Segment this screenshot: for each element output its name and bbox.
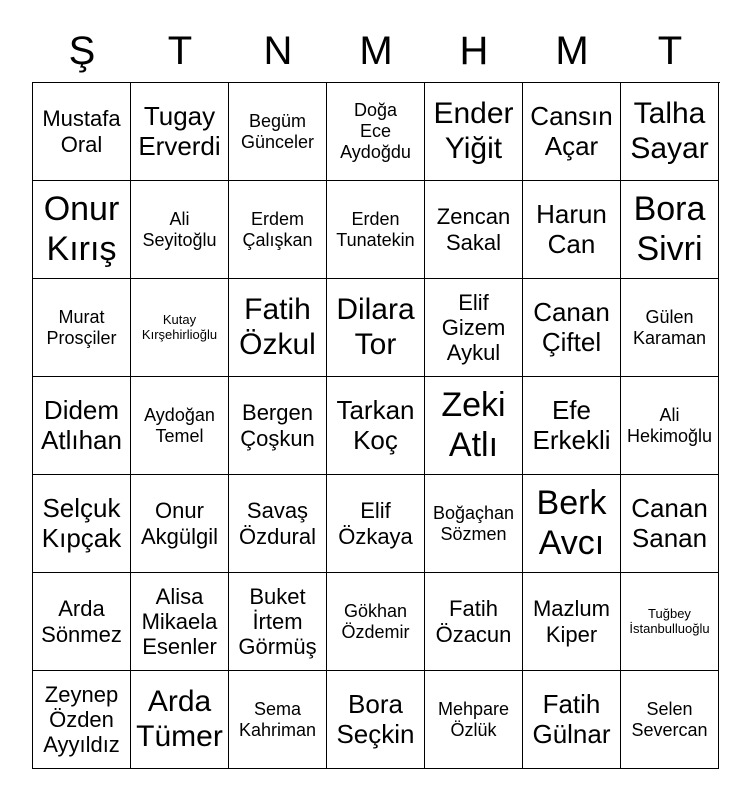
bingo-cell[interactable] [229, 573, 327, 671]
bingo-cell[interactable] [523, 181, 621, 279]
bingo-cell[interactable] [523, 279, 621, 377]
cell-text: Arda Sönmez [41, 596, 122, 647]
cell-text: Bora Seçkin [336, 688, 415, 749]
bingo-cell[interactable] [131, 83, 229, 181]
bingo-header [33, 20, 721, 82]
cell-text: Selen Severcan [631, 698, 708, 740]
cell-text: Efe Erkekli [532, 394, 611, 455]
cell-text: Aydoğan Temel [144, 404, 215, 446]
bingo-cell[interactable] [621, 573, 719, 671]
cell-text: Gökhan Özdemir [341, 600, 410, 642]
cell-text: Ender Yiğit [433, 97, 514, 165]
bingo-cell[interactable] [523, 83, 621, 181]
cell-text: Erden Tunatekin [336, 208, 415, 250]
bingo-cell[interactable] [425, 181, 523, 279]
bingo-cell[interactable] [229, 279, 327, 377]
bingo-cell[interactable] [131, 377, 229, 475]
cell-text: Tarkan Koç [336, 394, 415, 455]
bingo-cell[interactable] [131, 573, 229, 671]
cell-text: Erdem Çalışkan [242, 208, 313, 250]
bingo-cell[interactable] [33, 377, 131, 475]
bingo-cell[interactable] [33, 671, 131, 769]
bingo-cell[interactable] [327, 83, 425, 181]
cell-text: Alisa Mikaela Esenler [141, 583, 218, 660]
bingo-cell[interactable] [621, 83, 719, 181]
bingo-cell[interactable] [425, 671, 523, 769]
bingo-cell[interactable] [425, 377, 523, 475]
cell-text: Harun Can [536, 198, 607, 259]
bingo-cell[interactable] [425, 475, 523, 573]
bingo-cell[interactable] [33, 475, 131, 573]
cell-text: Onur Akgülgil [140, 498, 219, 549]
bingo-cell[interactable] [229, 377, 327, 475]
bingo-cell[interactable] [523, 475, 621, 573]
cell-text: Kutay Kırşehirlioğlu [141, 311, 218, 342]
cell-text: Cansın Açar [530, 100, 613, 161]
cell-text: Ali Seyitoğlu [142, 208, 217, 250]
cell-text: Zeki Atlı [441, 386, 506, 464]
bingo-cell[interactable] [33, 279, 131, 377]
cell-text: Onur Kırış [43, 190, 120, 268]
cell-text: Begüm Günceler [240, 110, 315, 152]
cell-text: Doğa Ece Aydoğdu [340, 100, 411, 162]
cell-text: Mazlum Kiper [532, 596, 610, 647]
bingo-cell[interactable] [327, 279, 425, 377]
bingo-cell[interactable] [327, 671, 425, 769]
bingo-cell[interactable] [621, 475, 719, 573]
bingo-cell[interactable] [131, 181, 229, 279]
cell-text: Berk Avcı [536, 484, 607, 562]
cell-text: Bergen Çoşkun [240, 400, 315, 451]
bingo-cell[interactable] [33, 573, 131, 671]
bingo-cell[interactable] [229, 475, 327, 573]
cell-text: Mehpare Özlük [437, 698, 510, 740]
cell-text: Zeynep Özden Ayyıldız [43, 681, 120, 758]
header-letter-7: T [657, 29, 683, 73]
cell-text: Dilara Tor [336, 293, 415, 361]
bingo-cell[interactable] [131, 671, 229, 769]
bingo-cell[interactable] [425, 573, 523, 671]
bingo-cell[interactable] [131, 475, 229, 573]
cell-text: Buket İrtem Görmüş [238, 583, 317, 660]
header-letter-5: H [459, 29, 489, 73]
bingo-cell[interactable] [229, 671, 327, 769]
cell-text: Talha Sayar [630, 97, 709, 165]
bingo-cell[interactable] [621, 279, 719, 377]
cell-text: Arda Tümer [136, 685, 223, 753]
bingo-cell[interactable] [523, 671, 621, 769]
cell-text: Ali Hekimoğlu [626, 404, 713, 446]
cell-text: Elif Özkaya [338, 498, 413, 549]
cell-text: Elif Gizem Aykul [441, 289, 506, 366]
bingo-cell[interactable] [621, 377, 719, 475]
bingo-cell[interactable] [327, 377, 425, 475]
header-letter-6: M [555, 29, 589, 73]
cell-text: Tuğbey İstanbulluoğlu [629, 605, 710, 636]
bingo-cell[interactable] [425, 279, 523, 377]
header-letter-1: Ş [68, 29, 96, 73]
bingo-cell[interactable] [523, 573, 621, 671]
bingo-cell[interactable] [33, 83, 131, 181]
cell-text: Murat Prosçiler [46, 306, 117, 348]
cell-text: Bora Sivri [633, 190, 706, 268]
cell-text: Canan Çiftel [533, 296, 610, 357]
bingo-card [32, 20, 720, 769]
cell-text: Fatih Özkul [239, 293, 316, 361]
cell-text: Sema Kahriman [238, 698, 317, 740]
cell-text: Tugay Erverdi [138, 100, 221, 161]
bingo-cell[interactable] [327, 573, 425, 671]
cell-text: Canan Sanan [631, 492, 708, 553]
bingo-cell[interactable] [621, 671, 719, 769]
cell-text: Didem Atlıhan [41, 394, 122, 455]
bingo-cell[interactable] [621, 181, 719, 279]
bingo-cell[interactable] [229, 83, 327, 181]
cell-text: Fatih Gülnar [532, 688, 611, 749]
header-letter-4: M [359, 29, 393, 73]
bingo-cell[interactable] [229, 181, 327, 279]
cell-text: Fatih Özacun [435, 596, 512, 647]
bingo-cell[interactable] [425, 83, 523, 181]
cell-text: Selçuk Kıpçak [41, 492, 122, 553]
bingo-cell[interactable] [523, 377, 621, 475]
bingo-cell[interactable] [327, 181, 425, 279]
bingo-cell[interactable] [33, 181, 131, 279]
bingo-cell[interactable] [327, 475, 425, 573]
header-letter-2: T [167, 29, 193, 73]
cell-text: Boğaçhan Sözmen [432, 502, 515, 544]
bingo-grid [32, 82, 720, 769]
cell-text: Zencan Sakal [436, 204, 511, 255]
cell-text: Gülen Karaman [632, 306, 707, 348]
cell-text: Savaş Özdural [238, 498, 317, 549]
header-letter-3: N [263, 29, 293, 73]
bingo-cell[interactable] [131, 279, 229, 377]
cell-text: Mustafa Oral [42, 106, 121, 157]
